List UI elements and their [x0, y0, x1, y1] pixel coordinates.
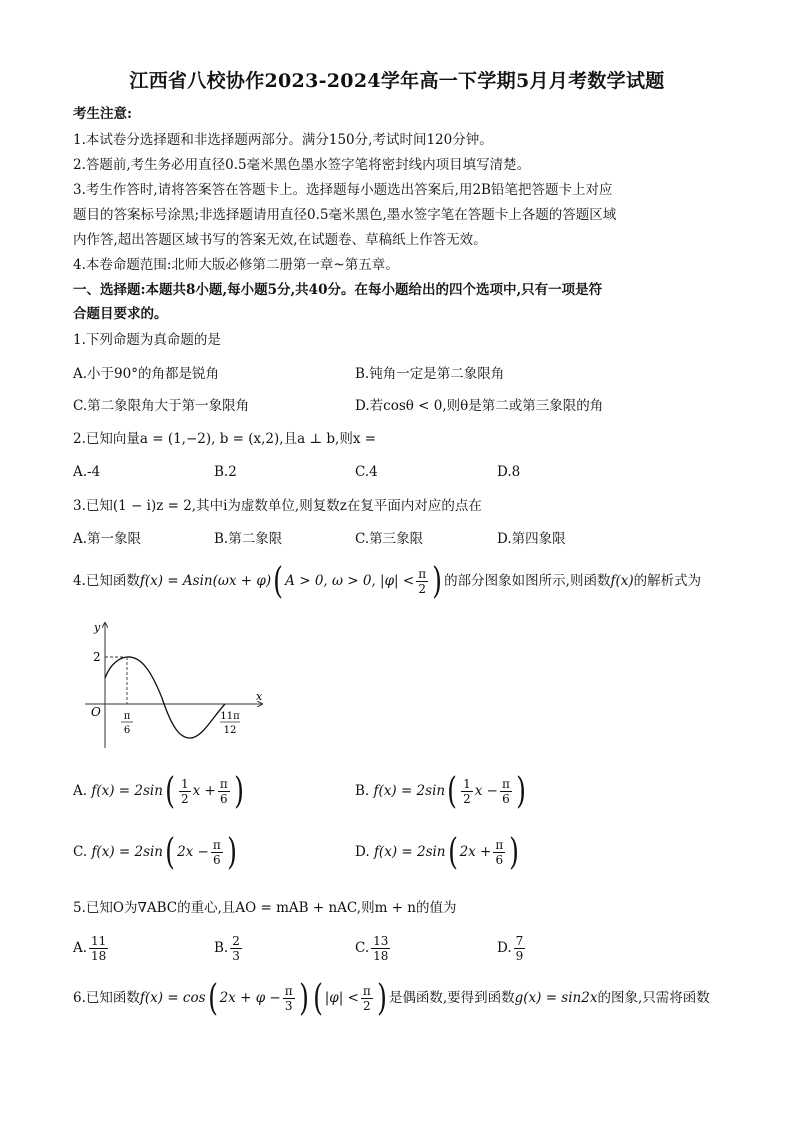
q4-x-label: x — [256, 690, 263, 703]
q4-option-b: B. f(x) = 2sin( $\frac{1}{2}$ x − $\frac{\pi}{6}$ ) — [355, 770, 526, 812]
q4-tick1-den: 6 — [123, 725, 131, 736]
q4-func: f(x) = Asin(ωx + φ) — [139, 573, 272, 589]
q5-option-c: C. $\frac{13}{18}$ — [355, 934, 389, 963]
q4-y-label: y — [94, 621, 101, 634]
q5-option-b: B. $\frac{2}{3}$ — [214, 934, 240, 963]
q2-option-c: C.4 — [355, 464, 378, 480]
notice-item-2: 2.答题前,考生务必用直径0.5毫米黑色墨水签字笔将密封线内项目填写清楚。 — [73, 157, 531, 173]
q4-stem-pre: 4.已知函数 — [73, 573, 140, 589]
exam-title: 江西省八校协作2023-2024学年高一下学期5月月考数学试题 — [129, 70, 665, 92]
q5-stem: 5.已知O为∇ABC的重心,且AO = mAB + nAC,则m + n的值为 — [73, 900, 457, 916]
q4-max-label: 2 — [93, 650, 101, 664]
q4-tick2-den: 12 — [223, 725, 237, 736]
q4-option-c: C. f(x) = 2sin( 2x − $\frac{\pi}{6}$ ) — [73, 831, 237, 873]
q1-option-a: A.小于90°的角都是锐角 — [73, 366, 219, 382]
q6-stem: 6.已知函数f(x) = cos( 2x + φ − $\frac{\pi}{3}$ ) ( |φ| < $\frac{\pi}{2}$ ) 是偶函数,要得到函数g(x) = sin2x的图象,只需将函数 — [73, 977, 710, 1019]
q2-option-d: D.8 — [497, 464, 521, 480]
q4-lparen: ( — [273, 560, 284, 602]
q3-stem: 3.已知(1 − i)z = 2,其中i为虚数单位,则复数z在复平面内对应的点在 — [73, 498, 482, 514]
q4-stem — [73, 561, 701, 601]
notice-heading: 考生注意: — [73, 106, 132, 122]
q4-stem-end: 的解析式为 — [633, 573, 702, 589]
q4-cond: A > 0, ω > 0, |φ| < — [285, 573, 415, 589]
q4-pi-over-2: $\frac{\pi}{2}$ — [418, 567, 427, 596]
q3-option-c: C.第三象限 — [355, 531, 424, 547]
section1-line1: 一、选择题:本题共8小题,每小题5分,共40分。在每小题给出的四个选项中,只有一项是符 — [73, 282, 603, 298]
q5-option-a: A. $\frac{11}{18}$ — [73, 934, 107, 963]
q1-stem: 1.下列命题为真命题的是 — [73, 332, 221, 348]
q1-option-d: D.若cosθ < 0,则θ是第二或第三象限的角 — [355, 398, 604, 414]
q3-option-b: B.第二象限 — [214, 531, 283, 547]
notice-item-3-cont: 题目的答案标号涂黑;非选择题请用直径0.5毫米黑色,墨水签字笔在答题卡上各题的答题区域 — [73, 207, 617, 223]
section1-line2: 合题目要求的。 — [73, 306, 168, 322]
q5-option-d: D. $\frac{7}{9}$ — [497, 934, 524, 963]
notice-item-3-end: 内作答,超出答题区域书写的答案无效,在试题卷、草稿纸上作答无效。 — [73, 232, 487, 248]
q4-origin-label: O — [91, 705, 101, 719]
q3-option-d: D.第四象限 — [497, 531, 566, 547]
q2-option-b: B.2 — [214, 464, 237, 480]
q4-fx: f(x) — [610, 573, 634, 589]
q4-rparen: ) — [432, 560, 443, 602]
notice-item-4: 4.本卷命题范围:北师大版必修第二册第一章~第五章。 — [73, 257, 399, 273]
q4-option-d: D. f(x) = 2sin( 2x + $\frac{\pi}{6}$ ) — [355, 831, 520, 873]
q4-tick2-num: 11π — [220, 711, 240, 722]
q4-tick1-num: π — [123, 711, 131, 722]
q1-option-c: C.第二象限角大于第一象限角 — [73, 398, 250, 414]
q2-option-a: A.-4 — [73, 464, 101, 480]
q4-stem-post: 的部分图象如图所示,则函数 — [444, 573, 611, 589]
notice-item-1: 1.本试卷分选择题和非选择题两部分。满分150分,考试时间120分钟。 — [73, 132, 493, 148]
q2-stem: 2.已知向量a = (1,−2), b = (x,2),且a ⊥ b,则x = — [73, 431, 377, 447]
q1-option-b: B.钝角一定是第二象限角 — [355, 366, 505, 382]
q4-graph — [80, 618, 270, 753]
q3-option-a: A.第一象限 — [73, 531, 142, 547]
q4-option-a: A. f(x) = 2sin( $\frac{1}{2}$ x + $\frac{\pi}{6}$ ) — [73, 770, 244, 812]
notice-item-3: 3.考生作答时,请将答案答在答题卡上。选择题每小题选出答案后,用2B铅笔把答题卡上对应 — [73, 182, 613, 198]
